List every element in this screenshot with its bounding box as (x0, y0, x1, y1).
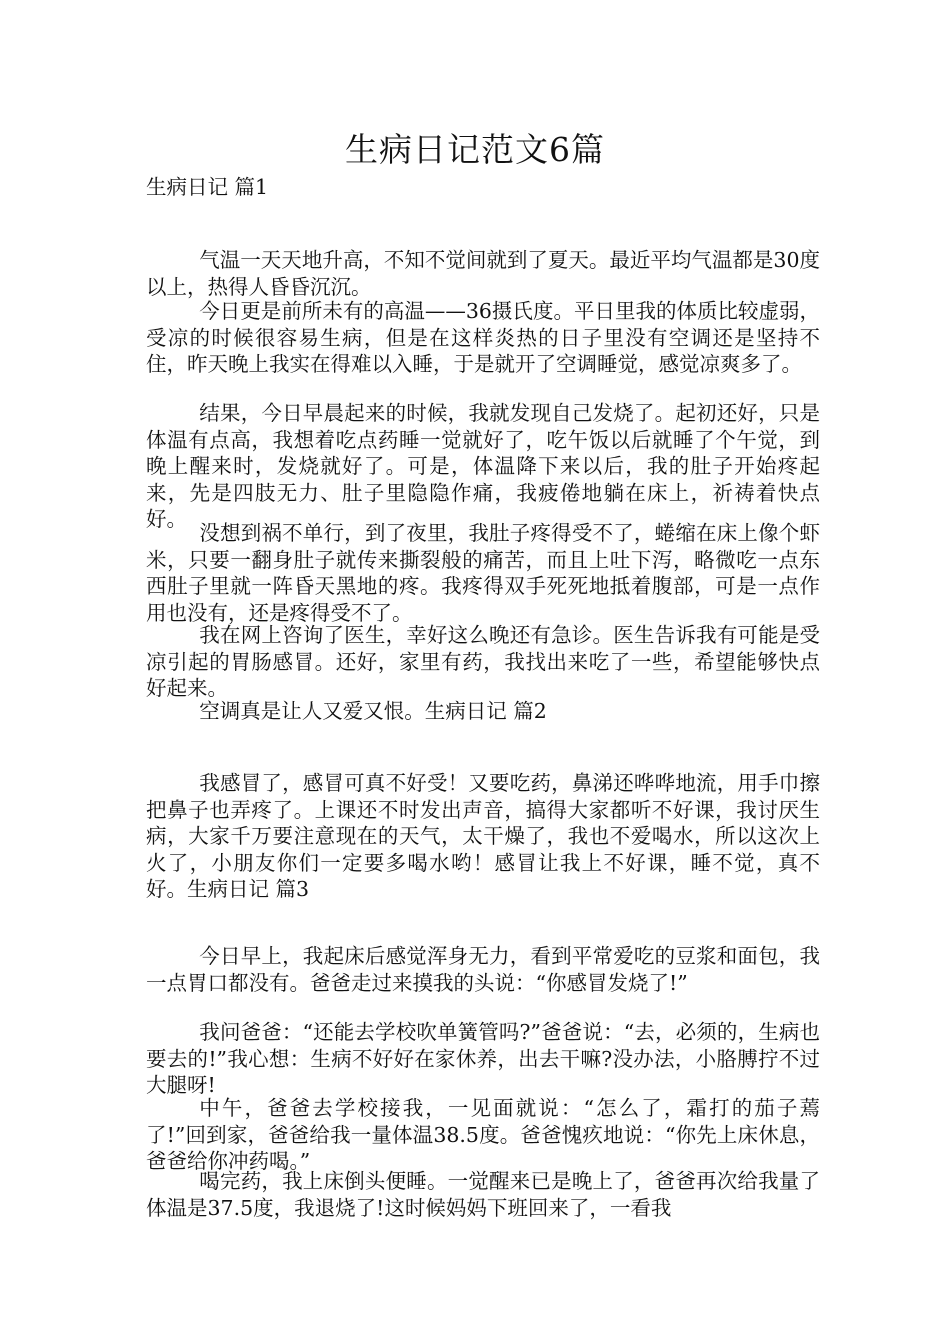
paragraph: 气温一天天地升高，不知不觉间就到了夏天。最近平均气温都是30度以上，热得人昏昏沉沉。 (146, 248, 820, 299)
paragraph: 没想到祸不单行，到了夜里，我肚子疼得受不了，蜷缩在床上像个虾米，只要一翻身肚子就传来撕裂般的痛苦，而且上吐下泻，略微吃一点东西肚子里就一阵昏天黑地的疼。我疼得双手死死地抵着腹部，可是一点作用也没有，还是疼得受不了。 (146, 521, 820, 625)
paragraph: 我在网上咨询了医生，幸好这么晚还有急诊。医生告诉我有可能是受凉引起的胃肠感冒。还好，家里有药，我找出来吃了一些，希望能够快点好起来。 (146, 623, 820, 700)
paragraph: 中午，爸爸去学校接我，一见面就说：“怎么了，霜打的茄子蔫了!”回到家，爸爸给我一量体温38.5度。爸爸愧疚地说：“你先上床休息，爸爸给你冲药喝。” (146, 1096, 820, 1173)
paragraph: 喝完药，我上床倒头便睡。一觉醒来已是晚上了，爸爸再次给我量了体温是37.5度，我退烧了!这时候妈妈下班回来了，一看我 (146, 1169, 820, 1220)
paragraph: 空调真是让人又爱又恨。生病日记 篇2 (199, 699, 547, 723)
document-title: 生病日记范文6篇 (345, 130, 605, 169)
paragraph: 今日更是前所未有的高温——36摄氏度。平日里我的体质比较虚弱，受凉的时候很容易生病，但是在这样炎热的日子里没有空调还是坚持不住，昨天晚上我实在得难以入睡，于是就开了空调睡觉，感觉凉爽多了。 (146, 299, 820, 376)
paragraph: 结果，今日早晨起来的时候，我就发现自己发烧了。起初还好，只是体温有点高，我想着吃点药睡一觉就好了，吃午饭以后就睡了个午觉，到晚上醒来时，发烧就好了。可是，体温降下来以后，我的肚子开始疼起来，先是四肢无力、肚子里隐隐作痛，我疲倦地躺在床上，祈祷着快点好。 (146, 401, 820, 531)
paragraph: 我问爸爸：“还能去学校吹单簧管吗?”爸爸说：“去，必须的，生病也要去的!”我心想：生病不好好在家休养，出去干嘛?没办法，小胳膊拧不过大腿呀! (146, 1020, 820, 1097)
section-heading-1: 生病日记 篇1 (146, 175, 269, 199)
paragraph: 今日早上，我起床后感觉浑身无力，看到平常爱吃的豆浆和面包，我一点胃口都没有。爸爸走过来摸我的头说：“你感冒发烧了!” (146, 944, 820, 995)
paragraph: 我感冒了，感冒可真不好受！又要吃药，鼻涕还哗哗地流，用手巾擦把鼻子也弄疼了。上课还不时发出声音，搞得大家都听不好课，我讨厌生病，大家千万要注意现在的天气，太干燥了，我也不爱喝水，所以这次上火了，小朋友你们一定要多喝水哟！感冒让我上不好课，睡不觉，真不好。生病日记 篇3 (146, 771, 820, 901)
